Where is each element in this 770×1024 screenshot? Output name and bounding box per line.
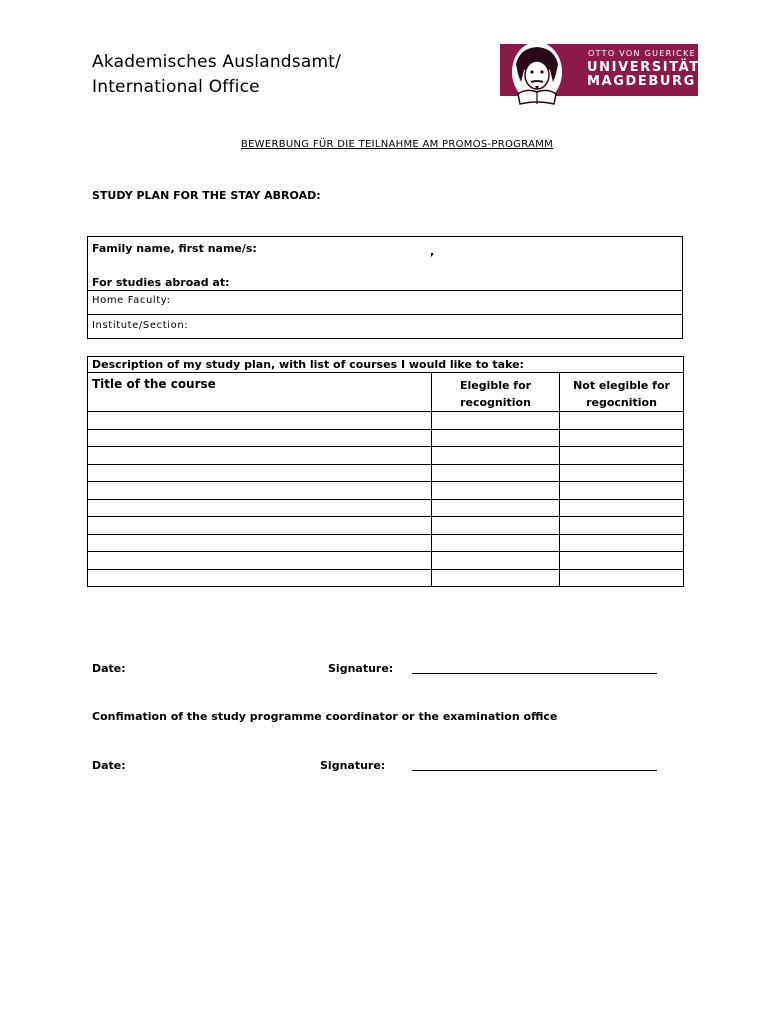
confirmation-text: Confimation of the study programme coordinator or the examination office: [92, 710, 558, 723]
coordinator-signature-label: Signature:: [320, 759, 386, 772]
course-title-cell[interactable]: [88, 429, 432, 447]
col-not-eligible-line1: Not elegible for: [573, 379, 670, 392]
eligible-cell[interactable]: [432, 482, 560, 500]
divider: [88, 290, 682, 291]
course-title-cell[interactable]: [88, 482, 432, 500]
course-title-cell[interactable]: [88, 447, 432, 465]
logo-line1: OTTO VON GUERICKE: [588, 49, 696, 58]
table-row: [88, 552, 684, 570]
not-eligible-cell[interactable]: [560, 534, 684, 552]
table-row: [88, 517, 684, 535]
table-row: [88, 499, 684, 517]
office-title-line1: Akademisches Auslandsamt/: [92, 52, 342, 72]
course-title-cell[interactable]: [88, 464, 432, 482]
form-heading: STUDY PLAN FOR THE STAY ABROAD:: [92, 189, 321, 202]
personal-info-box: [87, 236, 683, 339]
course-title-cell[interactable]: [88, 552, 432, 570]
eligible-cell[interactable]: [432, 464, 560, 482]
coordinator-date-label: Date:: [92, 759, 126, 772]
eligible-cell[interactable]: [432, 412, 560, 430]
form-subtitle: BEWERBUNG FÜR DIE TEILNAHME AM PROMOS-PROGRAMM: [240, 139, 554, 150]
course-title-cell[interactable]: [88, 517, 432, 535]
logo-line3: MAGDEBURG: [587, 74, 696, 89]
student-date-label: Date:: [92, 662, 126, 675]
course-title-cell[interactable]: [88, 534, 432, 552]
name-label: Family name, first name/s:: [92, 242, 257, 255]
table-row: [88, 482, 684, 500]
studies-abroad-label: For studies abroad at:: [92, 276, 230, 289]
guericke-portrait-icon: [506, 42, 568, 108]
course-title-cell[interactable]: [88, 499, 432, 517]
eligible-cell[interactable]: [432, 552, 560, 570]
home-faculty-label: Home Faculty:: [92, 295, 171, 306]
not-eligible-cell[interactable]: [560, 429, 684, 447]
student-signature-label: Signature:: [328, 662, 394, 675]
coordinator-signature-line[interactable]: [412, 770, 657, 771]
not-eligible-cell[interactable]: [560, 464, 684, 482]
student-signature-line[interactable]: [412, 673, 657, 674]
not-eligible-cell[interactable]: [560, 517, 684, 535]
col-not-eligible: [560, 373, 684, 412]
study-plan-description: Description of my study plan, with list of courses I would like to take:: [88, 357, 684, 373]
table-row: [88, 429, 684, 447]
not-eligible-cell[interactable]: [560, 412, 684, 430]
col-eligible: [432, 373, 560, 412]
table-row: [88, 534, 684, 552]
not-eligible-cell[interactable]: [560, 569, 684, 587]
table-row: [88, 412, 684, 430]
eligible-cell[interactable]: [432, 447, 560, 465]
not-eligible-cell[interactable]: [560, 447, 684, 465]
divider: [88, 314, 682, 315]
table-row: [88, 569, 684, 587]
courses-table: [87, 356, 683, 587]
eligible-cell[interactable]: [432, 517, 560, 535]
not-eligible-cell[interactable]: [560, 552, 684, 570]
table-row: [88, 447, 684, 465]
course-title-cell[interactable]: [88, 569, 432, 587]
col-eligible-line1: Elegible for: [459, 379, 532, 392]
eligible-cell[interactable]: [432, 499, 560, 517]
institute-label: Institute/Section:: [92, 320, 189, 331]
office-title-line2: International Office: [92, 77, 260, 97]
university-logo: [500, 44, 698, 96]
course-title-cell[interactable]: [88, 412, 432, 430]
office-title: [92, 50, 341, 100]
name-separator: ,: [430, 245, 435, 258]
eligible-cell[interactable]: [432, 569, 560, 587]
col-not-eligible-line2: regocnition: [586, 396, 657, 409]
eligible-cell[interactable]: [432, 429, 560, 447]
not-eligible-cell[interactable]: [560, 482, 684, 500]
table-row: [88, 464, 684, 482]
not-eligible-cell[interactable]: [560, 499, 684, 517]
logo-line2: UNIVERSITÄT: [587, 60, 700, 75]
col-course-title: Title of the course: [88, 373, 432, 412]
col-eligible-line2: recognition: [460, 396, 531, 409]
eligible-cell[interactable]: [432, 534, 560, 552]
